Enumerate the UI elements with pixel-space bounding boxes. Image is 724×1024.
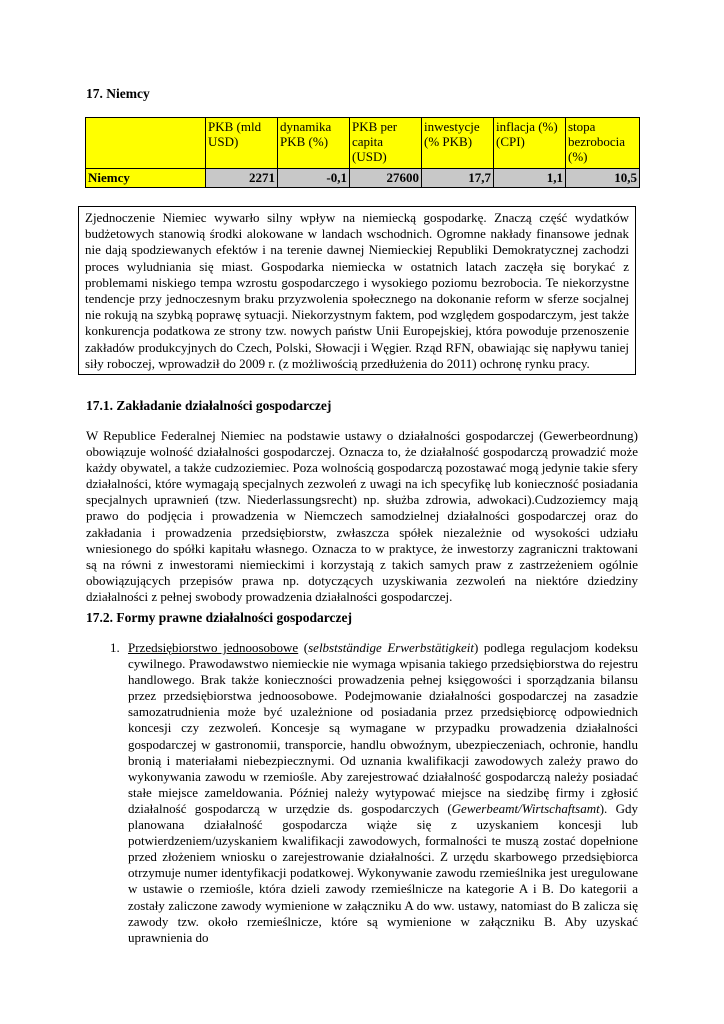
list-item: Przedsiębiorstwo jednoosobowe (selbstständige Erwerbstätigkeit) podlega regulacjom kodeksu cywilnego. Prawodawstwo niemieckie nie wymaga wpisania takiego przedsiębiorstwa do rejestru handlowego. Brak także konieczności prowadzenia pełnej księgowości i sporządzania bilansu przez przedsiębiorstwa jednoosobowe. Podejmowanie działalności gospodarczej na zasadzie samozatrudnienia może być uzależnione od posiadania przez przedsiębiorcę odpowiednich koncesji czy zezwoleń. Koncesje są wymagane w przypadku prowadzenia działalności gospodarczej w gastronomii, transporcie, handlu obwoźnym, ubezpieczeniach, ochronie, handlu bronią i materiałami niebezpiecznymi. Od uznania kwalifikacji zawodowych zależy prawo do wykonywania zawodu w rzemiośle. Aby zarejestrować działalność gospodarczą należy posiadać stałe miejsce zameldowania. Później należy wytypować miejsce na siedzibę firmy i zgłosić działalność gospodarczą w urzędzie ds. gospodarczych (Gewerbeamt/Wirtschaftsamt). Gdy planowana działalność gospodarcza wiąże się z uzyskaniem koncesji lub potwierdzeniem/uzyskaniem kwalifikacji zawodowych, formalności te muszą zostać dopełnione przed złożeniem wniosku o zarejestrowanie działalności. Z urzędu skarbowego przedsiębiorca otrzymuje numer identyfikacji podatkowej. Wykonywanie zawodu rzemieślnika jest uregulowane w ustawie o rzemiośle, która dzieli zawody rzemieślnicze na kategorie A i B. Do kategorii a zostały zaliczone zawody wymienione w załączniku A do ww. ustawy, natomiast do B zalicza się zawody tzw. około rzemieślnicze, które są wymienione w załączniku B. Aby uzyskać uprawnienia do: [128, 640, 638, 945]
header-cell: stopa bezrobocia (%): [566, 118, 640, 169]
item-text-b: Gdy planowana działalność gospodarcza wiąże się z uzyskaniem koncesji lub potwierdzeniem/uzyskaniem kwalifikacji zawodowych, formalności te muszą zostać dopełnione przed złożeniem wniosku o zarejestrowanie działalności. Z urzędu skarbowego przedsiębiorca otrzymuje numer identyfikacji podatkowej. Wykonywanie zawodu rzemieślnika jest uregulowane w ustawie o rzemiośle, która dzieli zawody rzemieślnicze na kategorie A i B. Do kategorii a zostały zaliczone zawody wymienione w załączniku A do ww. ustawy, natomiast do B zalicza się zawody tzw. około rzemieślnicze, które są wymienione w załączniku B. Aby uzyskać uprawnienia do: [128, 800, 638, 945]
economic-indicators-table: [85, 117, 640, 188]
header-cell: inflacja (%) (CPI): [494, 118, 566, 169]
table-row: [86, 169, 640, 188]
item-term-german: selbstständige Erwerbstätigkeit: [308, 640, 474, 655]
header-cell: dynamika PKB (%): [278, 118, 350, 169]
summary-box: Zjednoczenie Niemiec wywarło silny wpływ na niemiecką gospodarkę. Znaczą część wydatków budżetowych stanowią środki alokowane w landach wschodnich. Ogromne nakłady finansowe jednak nie dają spodziewanych efektów i na terenie dawnej Niemieckiej Republiki Demokratycznej zachodzi proces wyludniania się miast. Gospodarka niemiecka w ostatnich latach zaczęła się borykać z problemami niskiego tempa wzrostu gospodarczego i wysokiego poziomu bezrobocia. Te niekorzystne tendencje przy jednoczesnym braku przyzwolenia społecznego na dokonanie reform w sferze socjalnej nie rokują na szybką poprawę sytuacji. Niekorzystnym faktem, pod względem gospodarczym, jest także konkurencja podatkowa ze strony tzw. nowych państw Unii Europejskiej, która powoduje przenoszenie zakładów produkcyjnych do Czech, Polski, Słowacji i Węgier. Rząd RFN, obawiając się napływu taniej siły roboczej, wprowadził do 2009 r. (z możliwością przedłużenia do 2011) ochronę rynku pracy.: [78, 206, 636, 375]
value-cell: 2271: [206, 169, 278, 188]
list-item-number: 1.: [110, 640, 120, 655]
value-cell: 27600: [350, 169, 422, 188]
founding-paragraph: W Republice Federalnej Niemiec na podstawie ustawy o działalności gospodarczej (Gewerbeordnung) obowiązuje wolność działalności gospodarczej. Oznacza to, że działalność gospodarczą prowadzić może każdy obywatel, a także cudzoziemiec. Poza wolnością gospodarczą pozostawać mogą jedynie takie sfery działalności, które wymagają specjalnych zezwoleń z uwagi na ich specyfikę lub konieczność posiadania specjalnych uprawnień (tzw. Niederlassungsrecht) np. służba zdrowia, adwokaci).Cudzoziemcy mają prawo do podjęcia i prowadzenia w Niemczech samodzielnej działalności gospodarczej oraz do zakładania i prowadzenia przedsiębiorstw, zwłaszcza spółek niezależnie od wysokości udziału wniesionego do spółki kapitału własnego. Oznacza to w praktyce, że inwestorzy zagraniczni traktowani są na równi z inwestorami niemieckimi i korzystają z takich samych praw z zastrzeżeniem ogólnie obowiązujących przepisów prawa np. dotyczących uzyskiwania zezwoleń na niektóre dziedziny działalności z pełnej swobody prowadzenia działalności gospodarczej.: [86, 428, 638, 604]
table-header-row: [86, 118, 640, 169]
section-title: 17. Niemcy: [86, 86, 150, 101]
value-cell: 1,1: [494, 169, 566, 188]
value-cell: 10,5: [566, 169, 640, 188]
row-label: Niemcy: [86, 169, 206, 188]
subsection-title-legal-forms: 17.2. Formy prawne działalności gospodarczej: [86, 610, 352, 625]
header-cell: [86, 118, 206, 169]
item-office-german: Gewerbeamt/Wirtschaftsamt: [451, 800, 600, 816]
header-cell: PKB per capita (USD): [350, 118, 422, 169]
subsection-title-founding: 17.1. Zakładanie działalności gospodarczej: [86, 398, 332, 413]
value-cell: 17,7: [422, 169, 494, 188]
item-term: Przedsiębiorstwo jednoosobowe: [128, 640, 299, 655]
header-cell: inwestycje (% PKB): [422, 118, 494, 169]
value-cell: -0,1: [278, 169, 350, 188]
item-text-a: podlega regulacjom kodeksu cywilnego. Prawodawstwo niemieckie nie wymaga wpisania takiego przedsiębiorstwa do rejestru handlowego. Brak także konieczności prowadzenia pełnej księgowości i sporządzania bilansu przez przedsiębiorstwa jednoosobowe. Podejmowanie działalności gospodarczej na zasadzie samozatrudnienia może być uzależnione od posiadania przez przedsiębiorcę odpowiednich koncesji czy zezwoleń. Koncesje są wymagane w przypadku prowadzenia działalności gospodarczej w gastronomii, transporcie, handlu obwoźnym, ubezpieczeniach, ochronie, handlu bronią i materiałami niebezpiecznymi. Od uznania kwalifikacji zawodowych zależy prawo do wykonywania zawodu w rzemiośle. Aby zarejestrować działalność gospodarczą należy posiadać stałe miejsce zameldowania. Później należy wytypować miejsce na siedzibę firmy i zgłosić działalność gospodarczą w urzędzie ds. gospodarczych: [128, 640, 638, 816]
header-cell: PKB (mld USD): [206, 118, 278, 169]
